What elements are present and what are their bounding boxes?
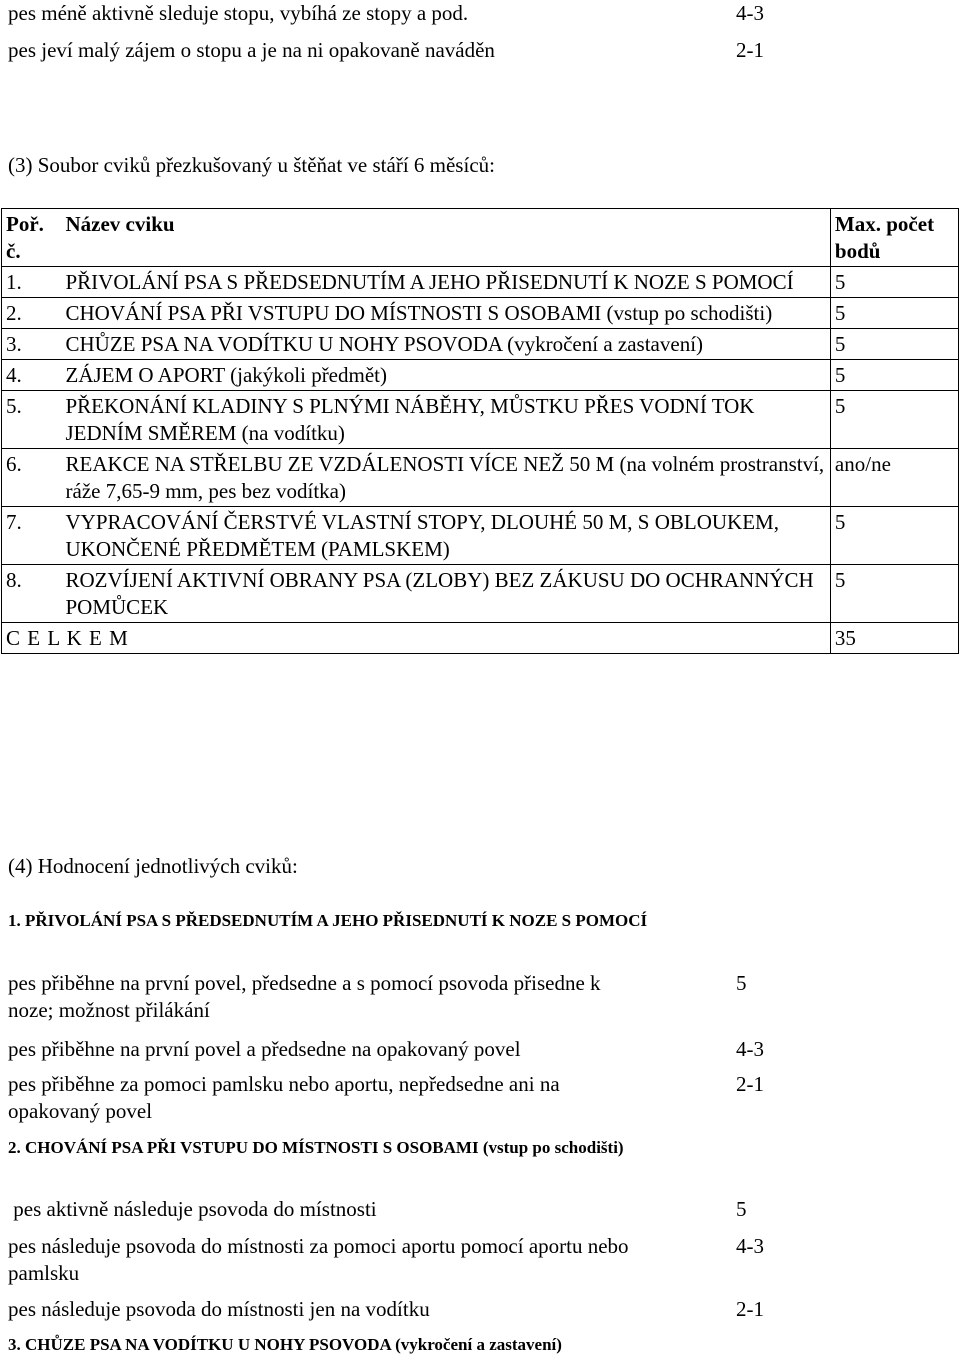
exercise-1-row-3-line-2: opakovaný povel <box>8 1099 153 1123</box>
exercise-2-row-3-points: 2-1 <box>736 1297 764 1321</box>
row-name: ZÁJEM O APORT (jakýkoli předmět) <box>62 360 831 391</box>
top-row-2-points: 2-1 <box>736 38 764 62</box>
header-order: Poř. č. <box>2 209 62 267</box>
row-name: REAKCE NA STŘELBU ZE VZDÁLENOSTI VÍCE NEŽ 50 M (na volném prostranství, ráže 7,65-9 mm, pes bez vodítka) <box>62 449 831 507</box>
exercise-1-row-3-points: 2-1 <box>736 1072 764 1096</box>
top-row-2-text: pes jeví malý zájem o stopu a je na ni opakovaně naváděn <box>8 38 495 62</box>
row-points: 5 <box>830 298 958 329</box>
table-row <box>2 329 959 360</box>
exercise-1-row-2-line-1: pes přiběhne na první povel a předsedne na opakovaný povel <box>8 1037 521 1061</box>
row-number: 5. <box>2 391 62 449</box>
header-max-points: Max. počet bodů <box>830 209 958 267</box>
row-points: 5 <box>830 565 958 623</box>
table-row <box>2 360 959 391</box>
row-number: 6. <box>2 449 62 507</box>
exercise-2-row-2-line-1: pes následuje psovoda do místnosti za pomoci aportu pomocí aportu nebo <box>8 1234 629 1258</box>
table-row <box>2 267 959 298</box>
row-number: 2. <box>2 298 62 329</box>
header-name: Název cviku <box>62 209 831 267</box>
table-row <box>2 565 959 623</box>
exercise-2-row-3-line-1: pes následuje psovoda do místnosti jen na vodítku <box>8 1297 430 1321</box>
total-label: C E L K E M <box>2 623 831 654</box>
row-name: CHOVÁNÍ PSA PŘI VSTUPU DO MÍSTNOSTI S OSOBAMI (vstup po schodišti) <box>62 298 831 329</box>
row-number: 7. <box>2 507 62 565</box>
exercise-2-title-note: (vstup po schodišti) <box>478 1138 624 1157</box>
exercise-2-title-main: 2. CHOVÁNÍ PSA PŘI VSTUPU DO MÍSTNOSTI S OSOBAMI <box>8 1138 479 1157</box>
table-row <box>2 507 959 565</box>
table-total-row <box>2 623 959 654</box>
row-number: 8. <box>2 565 62 623</box>
table-row <box>2 391 959 449</box>
row-name: ROZVÍJENÍ AKTIVNÍ OBRANY PSA (ZLOBY) BEZ ZÁKUSU DO OCHRANNÝCH POMŮCEK <box>62 565 831 623</box>
row-number: 3. <box>2 329 62 360</box>
total-points: 35 <box>830 623 958 654</box>
exercise-2-row-2-line-2: pamlsku <box>8 1261 80 1285</box>
table-row <box>2 298 959 329</box>
row-name: PŘIVOLÁNÍ PSA S PŘEDSEDNUTÍM A JEHO PŘISEDNUTÍ K NOZE S POMOCÍ <box>62 267 831 298</box>
row-number: 4. <box>2 360 62 391</box>
row-points: ano/ne <box>830 449 958 507</box>
row-points: 5 <box>830 329 958 360</box>
exercise-1-row-3-line-1: pes přiběhne za pomoci pamlsku nebo aportu, nepředsedne ani na <box>8 1072 560 1096</box>
exercise-1-row-2-points: 4-3 <box>736 1037 764 1061</box>
row-name: PŘEKONÁNÍ KLADINY S PLNÝMI NÁBĚHY, MŮSTKU PŘES VODNÍ TOK JEDNÍM SMĚREM (na vodítku) <box>62 391 831 449</box>
top-row-1-points: 4-3 <box>736 1 764 25</box>
top-row-1-text: pes méně aktivně sleduje stopu, vybíhá ze stopy a pod. <box>8 1 469 25</box>
row-points: 5 <box>830 507 958 565</box>
section-4-title: (4) Hodnocení jednotlivých cviků: <box>8 854 298 878</box>
exercise-3-title <box>8 1331 562 1358</box>
exercise-table <box>1 208 959 654</box>
exercise-1-row-1-line-1: pes přiběhne na první povel, předsedne a s pomocí psovoda přisedne k <box>8 971 601 995</box>
exercise-1-title: 1. PŘIVOLÁNÍ PSA S PŘEDSEDNUTÍM A JEHO PŘISEDNUTÍ K NOZE S POMOCÍ <box>8 911 648 930</box>
table-header-row <box>2 209 959 267</box>
row-points: 5 <box>830 360 958 391</box>
row-name: CHŮZE PSA NA VODÍTKU U NOHY PSOVODA (vykročení a zastavení) <box>62 329 831 360</box>
exercise-2-title <box>8 1134 624 1161</box>
exercise-3-title-note: (vykročení a zastavení) <box>390 1335 562 1354</box>
exercise-3-title-main: 3. CHŮZE PSA NA VODÍTKU U NOHY PSOVODA <box>8 1335 391 1354</box>
row-name: VYPRACOVÁNÍ ČERSTVÉ VLASTNÍ STOPY, DLOUHÉ 50 M, S OBLOUKEM, UKONČENÉ PŘEDMĚTEM (PAMLSKEM) <box>62 507 831 565</box>
exercise-2-row-1-line-1: pes aktivně následuje psovoda do místnosti <box>8 1197 377 1221</box>
table-row <box>2 449 959 507</box>
exercise-2-row-2-points: 4-3 <box>736 1234 764 1258</box>
exercise-1-row-1-points: 5 <box>736 971 747 995</box>
exercise-1-row-1-line-2: noze; možnost přilákání <box>8 998 210 1022</box>
row-number: 1. <box>2 267 62 298</box>
row-points: 5 <box>830 391 958 449</box>
section-3-title: (3) Soubor cviků přezkušovaný u štěňat ve stáří 6 měsíců: <box>8 153 495 177</box>
row-points: 5 <box>830 267 958 298</box>
exercise-2-row-1-points: 5 <box>736 1197 747 1221</box>
